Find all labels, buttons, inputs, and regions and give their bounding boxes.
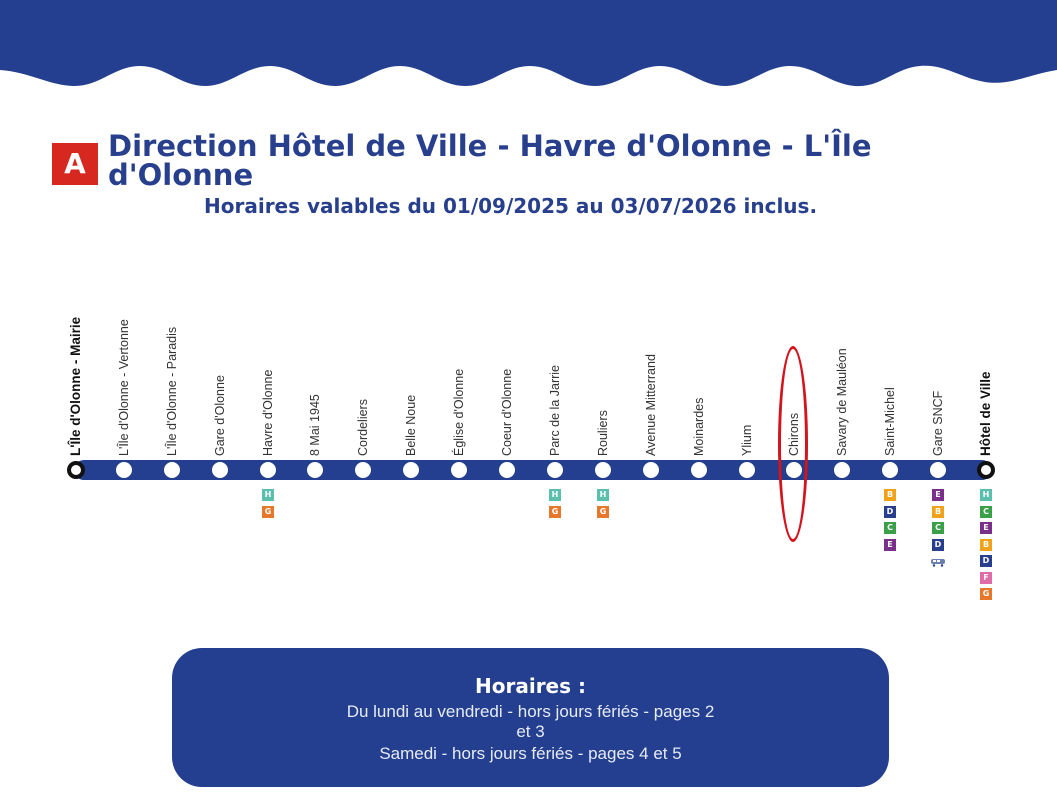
page-title: Direction Hôtel de Ville - Havre d'Olonne - L'Île d'Olonne (108, 129, 872, 192)
stop-name: Église d'Olonne (452, 368, 466, 456)
connection-badge-e: E (980, 522, 992, 534)
stop-marker (355, 462, 371, 478)
stop-marker (260, 462, 276, 478)
stop-marker (547, 462, 563, 478)
connection-badge-h: H (980, 489, 992, 501)
schedule-box (172, 648, 889, 787)
connection-badge-d: D (980, 555, 992, 567)
stop-marker (930, 462, 946, 478)
connection-badge-b: B (932, 506, 944, 518)
schedule-line-weekdays: Du lundi au vendredi - hors jours fériés - pages 2 (346, 702, 715, 721)
stop-name: Avenue Mitterrand (644, 354, 658, 456)
header-wave (0, 0, 1057, 100)
stop-marker (403, 462, 419, 478)
connection-badge-g: G (549, 506, 561, 518)
stop-marker (595, 462, 611, 478)
connection-badge-f: F (980, 572, 992, 584)
schedule-title: Horaires : (475, 674, 586, 698)
stop-name: Gare d'Olonne (213, 375, 227, 456)
connection-badge-g: G (262, 506, 274, 518)
connection-badge-b: B (884, 489, 896, 501)
connection-badge-c: C (932, 522, 944, 534)
train-icon (930, 558, 946, 567)
stop-marker (882, 462, 898, 478)
stop-marker (499, 462, 515, 478)
terminus-stop-marker (977, 461, 995, 479)
stop-name: L'Île d'Olonne - Mairie (68, 316, 83, 456)
stop-name: Ylium (740, 424, 754, 456)
stop-marker (451, 462, 467, 478)
connection-badge-g: G (597, 506, 609, 518)
stop-marker (307, 462, 323, 478)
stop-marker (212, 462, 228, 478)
connection-badge-d: D (884, 506, 896, 518)
stop-marker (691, 462, 707, 478)
stop-name: Hôtel de Ville (978, 371, 993, 456)
stop-name: 8 Mai 1945 (308, 394, 322, 456)
schedule-line-saturday: Samedi - hors jours fériés - pages 4 et 5 (379, 744, 682, 763)
connection-badge-c: C (884, 522, 896, 534)
connection-badge-h: H (597, 489, 609, 501)
connection-badge-h: H (549, 489, 561, 501)
highlight-ring (778, 346, 808, 542)
connection-badge-h: H (262, 489, 274, 501)
stop-name: Parc de la Jarrie (548, 364, 562, 456)
stop-marker (164, 462, 180, 478)
connection-badge-c: C (980, 506, 992, 518)
stop-name: L'Île d'Olonne - Vertonne (117, 319, 131, 456)
stop-name: L'Île d'Olonne - Paradis (165, 326, 179, 456)
stop-marker (739, 462, 755, 478)
line-badge: A (52, 143, 98, 185)
stop-name: Saint-Michel (883, 387, 897, 456)
stop-marker (643, 462, 659, 478)
stop-name: Cordeliers (356, 399, 370, 456)
stop-name: Gare SNCF (931, 390, 945, 456)
stop-name: Coeur d'Olonne (500, 368, 514, 456)
stop-marker (116, 462, 132, 478)
stop-name: Rouliers (596, 410, 610, 456)
terminus-stop-marker (67, 461, 85, 479)
stop-name: Havre d'Olonne (261, 369, 275, 456)
connection-badge-e: E (884, 539, 896, 551)
connection-badge-b: B (980, 539, 992, 551)
stop-name: Belle Noue (404, 394, 418, 456)
stop-marker (834, 462, 850, 478)
connection-badge-e: E (932, 489, 944, 501)
validity-period: Horaires valables du 01/09/2025 au 03/07/2026 inclus. (204, 194, 818, 218)
connection-badge-g: G (980, 588, 992, 600)
stop-name: Moinardes (692, 397, 706, 456)
stop-name: Savary de Mauléon (835, 348, 849, 456)
connection-badge-d: D (932, 539, 944, 551)
schedule-line-weekdays-cont: et 3 (516, 722, 545, 741)
stop-name: Chirons (787, 412, 801, 456)
